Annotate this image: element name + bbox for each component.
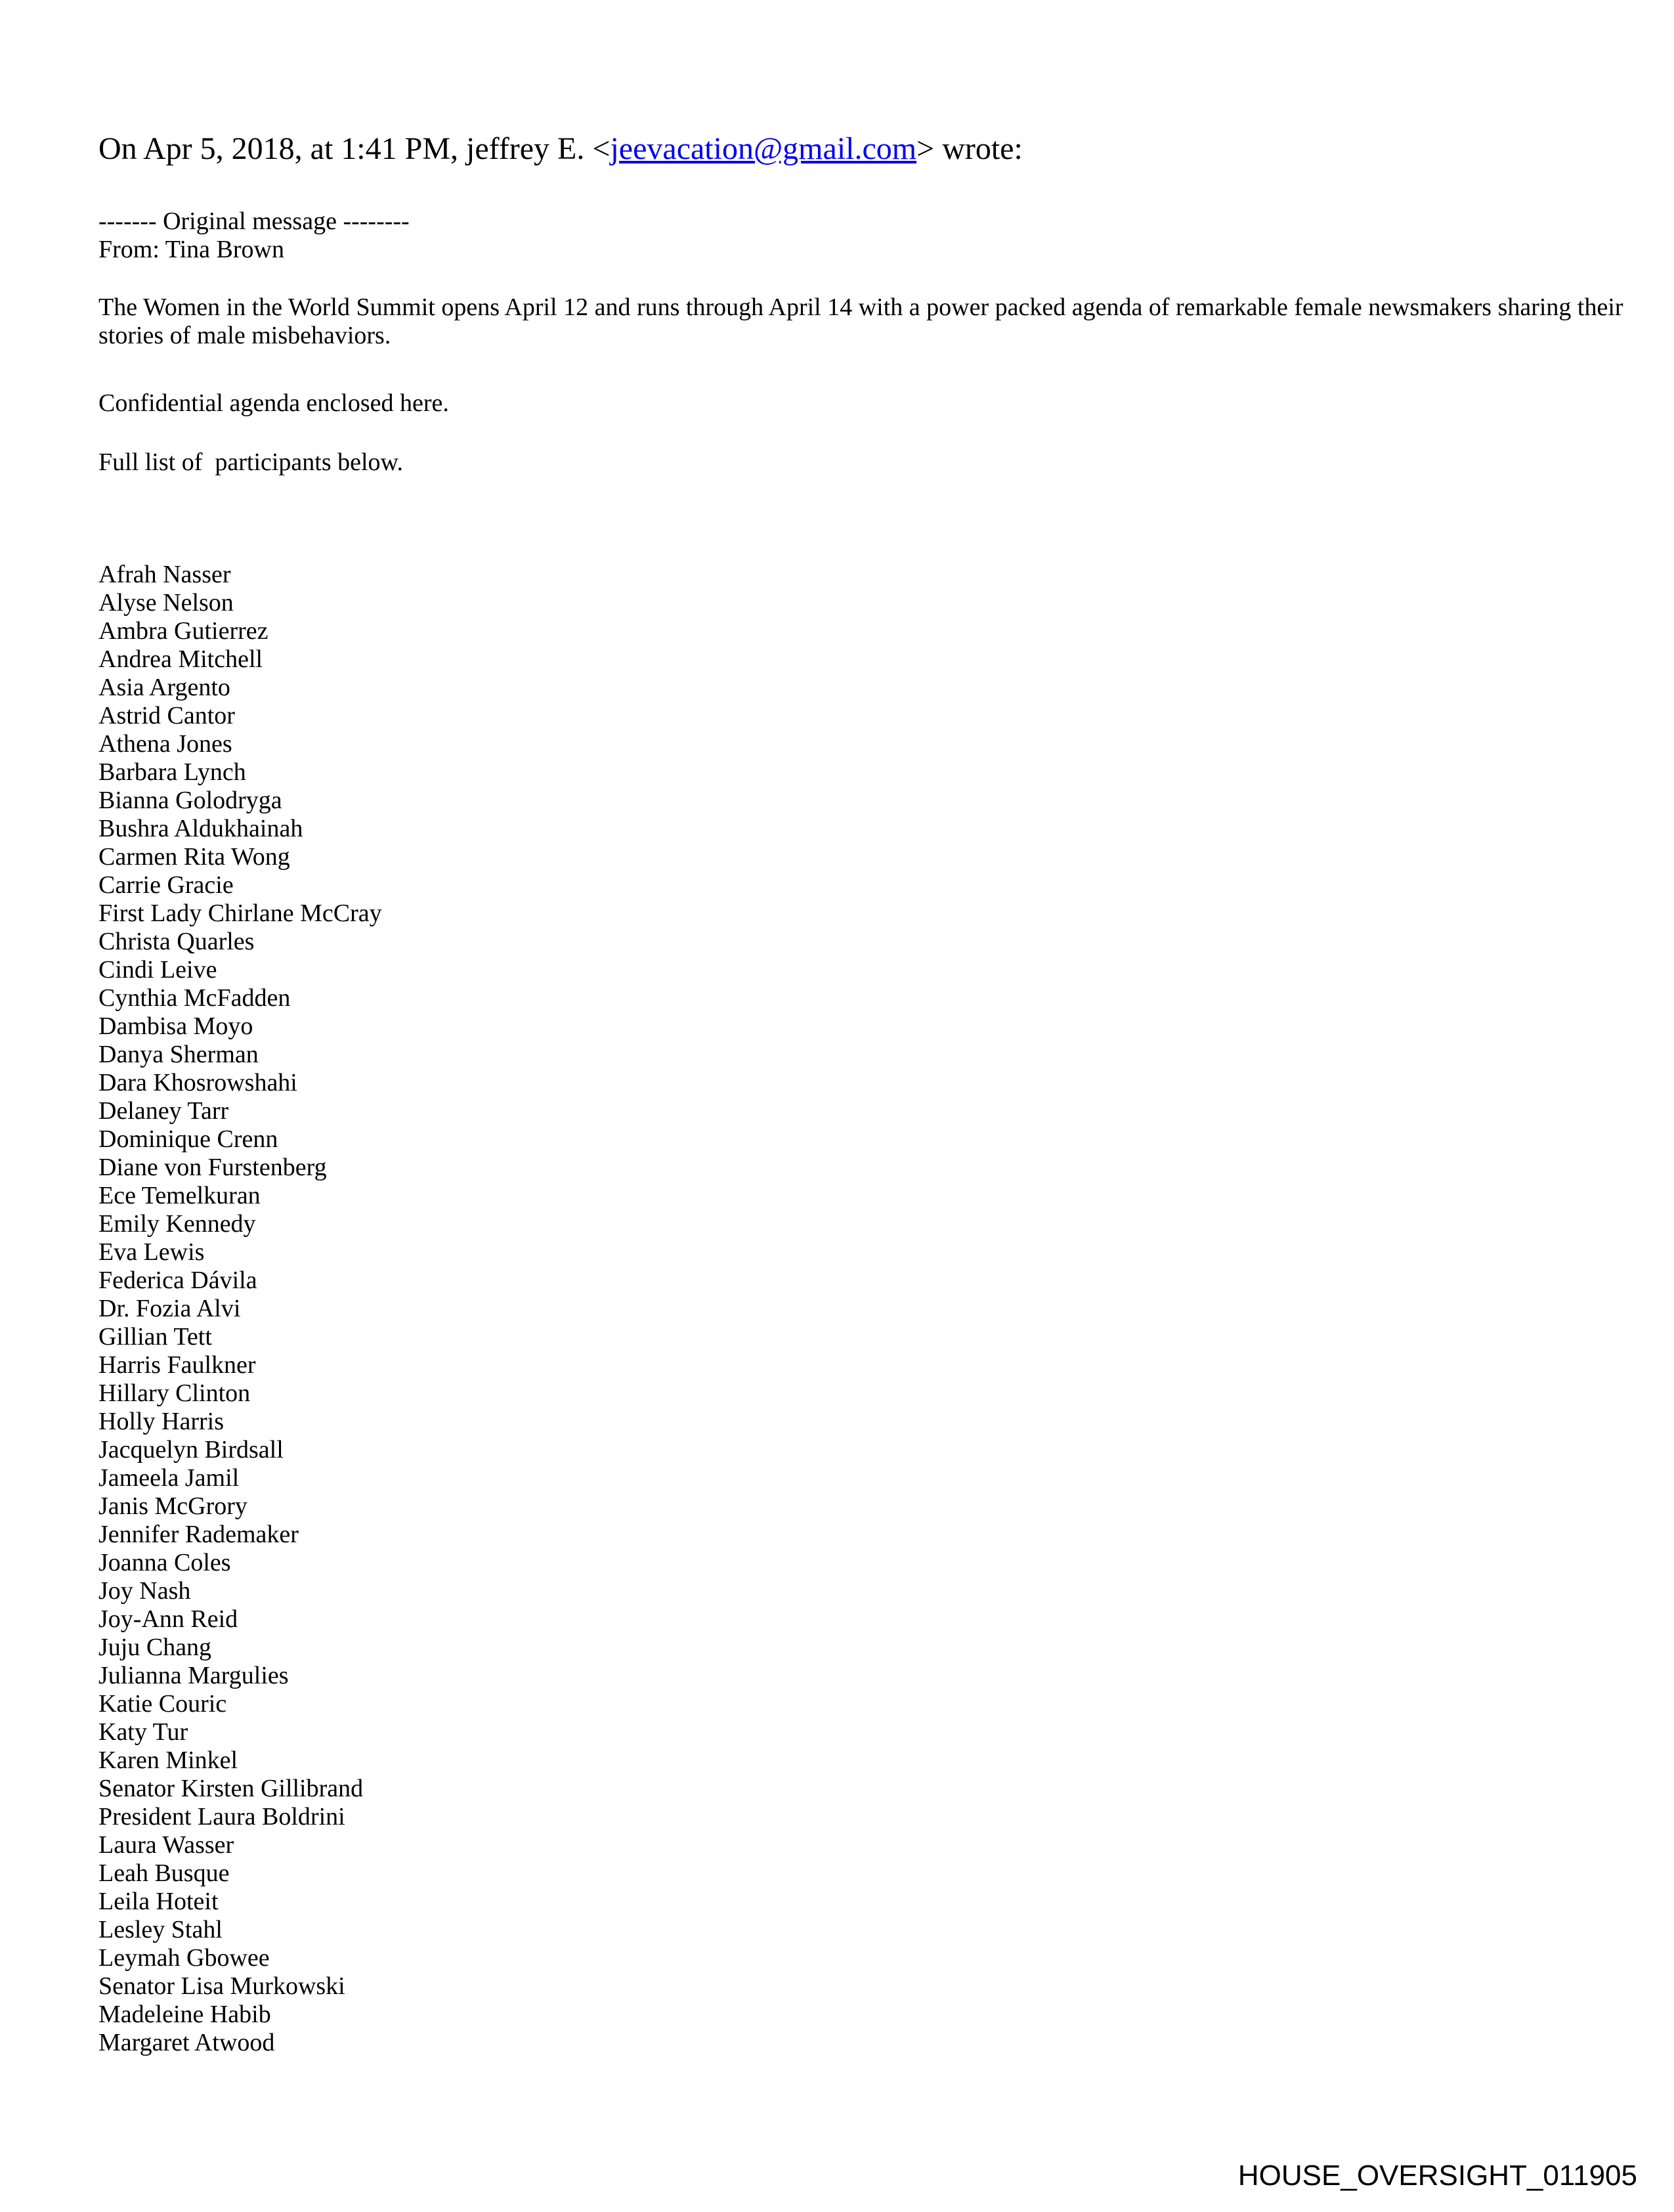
participant-name: Katy Tur xyxy=(98,1718,188,1746)
participant-name: Juju Chang xyxy=(98,1634,212,1661)
participant-name: Federica Dávila xyxy=(98,1267,257,1294)
participant-name: Holly Harris xyxy=(98,1408,225,1435)
sender-email-link[interactable]: jeevacation@gmail.com xyxy=(610,131,917,166)
participant-name: Diane von Furstenberg xyxy=(98,1154,327,1181)
participant-name: Ambra Gutierrez xyxy=(98,617,268,645)
participant-name: Margaret Atwood xyxy=(98,2029,275,2056)
participant-name: Senator Lisa Murkowski xyxy=(98,1972,345,2000)
participant-name: Janis McGrory xyxy=(98,1492,247,1520)
participant-name: Jameela Jamil xyxy=(98,1464,240,1492)
participant-name: First Lady Chirlane McCray xyxy=(98,900,382,927)
participant-name: Dara Khosrowshahi xyxy=(98,1069,297,1096)
participant-name: Jacquelyn Birdsall xyxy=(98,1436,284,1464)
participant-name: Barbara Lynch xyxy=(98,758,246,786)
from-line: From: Tina Brown xyxy=(98,236,284,263)
participant-name: Carrie Gracie xyxy=(98,871,234,899)
participant-name: Emily Kennedy xyxy=(98,1210,256,1238)
participant-name: Delaney Tarr xyxy=(98,1097,229,1125)
participant-name: Bushra Aldukhainah xyxy=(98,815,303,842)
participant-name: Eva Lewis xyxy=(98,1238,205,1266)
participant-name: Danya Sherman xyxy=(98,1041,259,1068)
participant-name: Jennifer Rademaker xyxy=(98,1521,299,1548)
participant-name: Katie Couric xyxy=(98,1690,227,1718)
participant-name: Julianna Margulies xyxy=(98,1662,289,1689)
participant-name: Harris Faulkner xyxy=(98,1351,256,1379)
participant-name: Afrah Nasser xyxy=(98,561,231,588)
participant-name: Astrid Cantor xyxy=(98,702,235,729)
participant-name: Asia Argento xyxy=(98,674,230,701)
participant-name: President Laura Boldrini xyxy=(98,1803,345,1831)
participant-name: Carmen Rita Wong xyxy=(98,843,290,871)
participant-name: Christa Quarles xyxy=(98,928,255,955)
participant-name: Senator Kirsten Gillibrand xyxy=(98,1775,364,1802)
participant-name: Leah Busque xyxy=(98,1859,230,1887)
participants-list xyxy=(98,561,1635,2057)
reply-header-line xyxy=(98,129,1635,169)
participant-name: Bianna Golodryga xyxy=(98,787,282,814)
participant-name: Dambisa Moyo xyxy=(98,1012,253,1040)
summit-description-paragraph: The Women in the World Summit opens April 12 and runs through April 14 with a power packed agenda of remarkable female newsmakers sharing their stories of male misbehaviors. xyxy=(98,293,1623,349)
participant-name: Alyse Nelson xyxy=(98,589,234,617)
participant-name: Hillary Clinton xyxy=(98,1379,251,1407)
participant-name: Karen Minkel xyxy=(98,1746,238,1774)
original-message-divider: ------- Original message -------- xyxy=(98,207,410,235)
participant-name: Leymah Gbowee xyxy=(98,1944,270,1972)
participant-name: Joanna Coles xyxy=(98,1549,231,1576)
email-body xyxy=(98,129,1635,2057)
participant-name: Cindi Leive xyxy=(98,956,217,984)
bates-stamp: HOUSE_OVERSIGHT_011905 xyxy=(1237,2159,1637,2192)
participant-name: Dr. Fozia Alvi xyxy=(98,1295,241,1322)
participant-name: Cynthia McFadden xyxy=(98,984,291,1012)
participant-name: Laura Wasser xyxy=(98,1831,234,1859)
participant-name: Andrea Mitchell xyxy=(98,645,263,673)
participant-name: Leila Hoteit xyxy=(98,1888,219,1915)
participant-name: Dominique Crenn xyxy=(98,1125,278,1153)
full-list-line: Full list of participants below. xyxy=(98,448,404,476)
participant-name: Athena Jones xyxy=(98,730,232,758)
participant-name: Lesley Stahl xyxy=(98,1916,223,1943)
confidential-agenda-line: Confidential agenda enclosed here. xyxy=(98,389,449,417)
participant-name: Joy-Ann Reid xyxy=(98,1605,238,1633)
participant-name: Joy Nash xyxy=(98,1577,191,1605)
participant-name: Gillian Tett xyxy=(98,1323,212,1351)
participant-name: Madeleine Habib xyxy=(98,2001,271,2028)
reply-header-suffix: > wrote: xyxy=(916,131,1023,166)
reply-header-prefix: On Apr 5, 2018, at 1:41 PM, jeffrey E. < xyxy=(98,131,611,166)
participant-name: Ece Temelkuran xyxy=(98,1182,261,1209)
